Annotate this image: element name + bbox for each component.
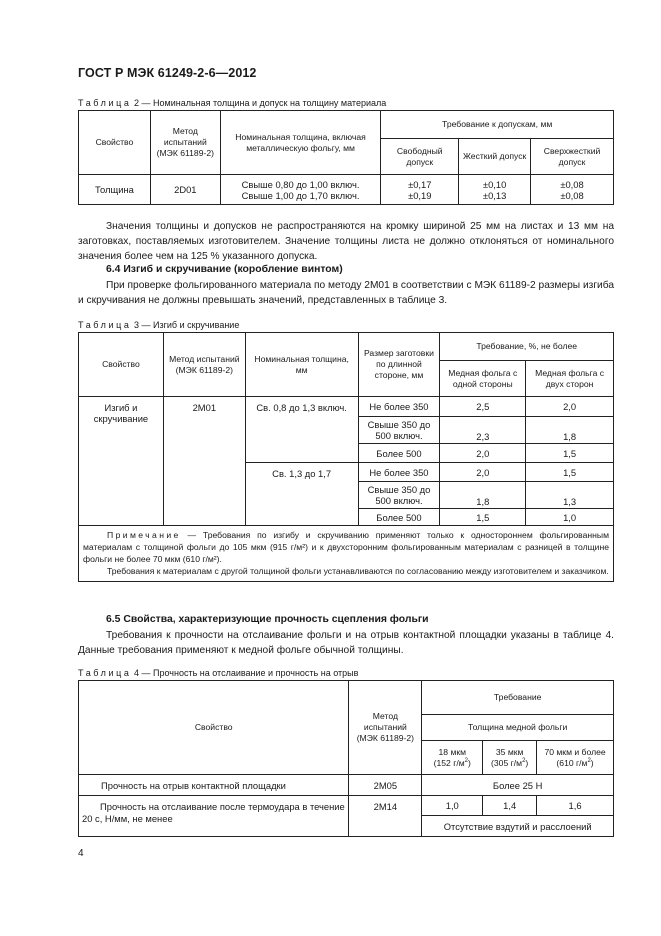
t3-two-sides: 1,5 [526, 463, 614, 482]
t4-35-sub: (305 г/м [491, 757, 523, 768]
t3-method: 2М01 [163, 397, 245, 526]
caption-word: Таблица [78, 668, 132, 678]
t3-nominal-2: Св. 1,3 до 1,7 [245, 463, 358, 526]
t3-one-side: 1,5 [440, 509, 526, 526]
t4-70-label: 70 мкм и более [544, 746, 606, 757]
t3-one-side: 2,5 [440, 397, 526, 417]
table-4 [78, 680, 614, 837]
note-text: — Требования по изгибу и скручиванию применяют только к одностороннем фольгированным материалам с толщиной фольги до 105 мкм (915 г/м²) и к двухсторонним фольгированным материалам с разницей в толщине фольги не более 70 мкм (610 г/м²). [83, 530, 609, 564]
section-6-5-heading: 6.5 Свойства, характеризующие прочность сцепления фольги [106, 614, 429, 625]
t4-r2-35: 1,4 [483, 796, 537, 816]
t4-header-70 [537, 741, 614, 775]
t4-header-thickness: Толщина медной фольги [422, 715, 614, 741]
table-3-caption [78, 320, 239, 330]
t4-18-close: ) [468, 757, 471, 768]
t4-70-sq: 2 [587, 757, 591, 764]
t2-property: Толщина [79, 175, 151, 205]
t2-header-hard: Жесткий допуск [459, 139, 531, 175]
t4-header-35 [483, 741, 537, 775]
t4-35-sq: 2 [522, 757, 526, 764]
t2-free-2: ±0,19 [408, 189, 432, 201]
t4-18-sub: (152 г/м [433, 757, 465, 768]
section-6-4-heading: 6.4 Изгиб и скручивание (коробление винтом) [106, 264, 343, 275]
t2-method: 2D01 [150, 175, 220, 205]
t2-super-2: ±0,08 [560, 189, 584, 201]
t4-header-property: Свойство [79, 681, 349, 775]
t3-two-sides: 1,3 [526, 482, 614, 509]
t2-header-super: Сверхжесткий допуск [531, 139, 614, 175]
t3-one-side: 1,8 [440, 482, 526, 509]
t3-two-sides: 2,0 [526, 397, 614, 417]
t4-header-requirement: Требование [422, 681, 614, 715]
caption-text: 4 — Прочность на отслаивание и прочность на отрыв [131, 668, 359, 678]
t3-two-sides: 1,5 [526, 444, 614, 463]
paragraph-adhesion: Требования к прочности на отслаивание фольги и на отрыв контактной площадки указаны в таблице 4. Данные требования применяют к медной фольге обычной толщины. [78, 630, 614, 656]
t3-header-size: Размер заготовки по длинной стороне, мм [358, 333, 440, 397]
t2-header-method: Метод испытаний (МЭК 61189-2) [150, 111, 220, 175]
paragraph-bend-twist: При проверке фольгированного материала по методу 2М01 в соответствии с МЭК 61189-2 размеры изгиба и скручивания не должны превышать значений, представленных в таблице 3. [78, 280, 614, 306]
paragraph-thickness-note: Значения толщины и допусков не распространяются на кромку шириной 25 мм на листах и 13 мм на заготовках, поставляемых изготовителем. Значение толщины листа не должно отклоняться от номинального значения более чем на 125 % указанного допуска. [78, 221, 614, 262]
t3-nominal-1: Св. 0,8 до 1,3 включ. [245, 397, 358, 463]
t3-header-property: Свойство [79, 333, 164, 397]
table-note-row [79, 526, 614, 582]
t3-header-nominal: Номинальная толщина, мм [245, 333, 358, 397]
t3-one-side: 2,3 [440, 417, 526, 444]
table-row [79, 175, 614, 205]
t4-18-label: 18 мкм [438, 746, 467, 757]
note-word: Примечание [107, 530, 181, 540]
t4-70-close: ) [590, 757, 594, 768]
t3-header-two-sides: Медная фольга с двух сторон [526, 361, 614, 397]
table-4-caption [78, 668, 358, 678]
caption-word: Таблица [78, 320, 132, 330]
t3-size: Свыше 350 до 500 включ. [358, 482, 440, 509]
t3-note-1 [83, 529, 609, 565]
t4-r1-method: 2М05 [349, 775, 422, 796]
table-row [79, 796, 614, 816]
standard-header: ГОСТ Р МЭК 61249-2-6—2012 [78, 66, 257, 80]
t2-hard-1: ±0,10 [482, 178, 507, 190]
t3-two-sides: 1,8 [526, 417, 614, 444]
table-row [79, 397, 614, 417]
t2-nominal-1: Свыше 0,80 до 1,00 включ. [241, 178, 360, 190]
t2-header-property: Свойство [79, 111, 151, 175]
t3-header-method: Метод испытаний (МЭК 61189-2) [163, 333, 245, 397]
t2-header-requirement: Требование к допускам, мм [381, 111, 614, 139]
table-2-caption [78, 98, 386, 108]
t4-header-18 [422, 741, 483, 775]
table-3 [78, 332, 614, 582]
t3-size: Более 500 [358, 444, 440, 463]
t3-size: Не более 350 [358, 463, 440, 482]
t3-size: Свыше 350 до 500 включ. [358, 417, 440, 444]
t4-header-method: Метод испытаний (МЭК 61189-2) [349, 681, 422, 775]
t4-r1-property: Прочность на отрыв контактной площадки [79, 775, 349, 796]
t4-r1-value: Более 25 Н [422, 775, 614, 796]
caption-text: 2 — Номинальная толщина и допуск на толщину материала [131, 98, 387, 108]
t3-one-side: 2,0 [440, 444, 526, 463]
t4-r2-property: Прочность на отслаивание после термоудара в течение 20 с, Н/мм, не менее [79, 796, 349, 837]
t4-35-close: ) [525, 757, 529, 768]
t3-size: Более 500 [358, 509, 440, 526]
caption-text: 3 — Изгиб и скручивание [131, 320, 240, 330]
t2-super-1: ±0,08 [560, 178, 584, 190]
t4-18-sq: 2 [464, 757, 469, 764]
t2-nominal-2: Свыше 1,00 до 1,70 включ. [241, 189, 360, 201]
table-2 [78, 110, 614, 205]
t3-two-sides: 1,0 [526, 509, 614, 526]
t2-header-free: Свободный допуск [381, 139, 459, 175]
t2-hard-2: ±0,13 [482, 189, 507, 201]
t2-free-1: ±0,17 [408, 178, 432, 190]
caption-word: Таблица [78, 98, 132, 108]
t3-header-one-side: Медная фольга с одной стороны [440, 361, 526, 397]
t4-35-label: 35 мкм [495, 746, 524, 757]
t2-header-nominal: Номинальная толщина, включая металлическую фольгу, мм [220, 111, 381, 175]
t3-one-side: 2,0 [440, 463, 526, 482]
table-row [79, 775, 614, 796]
t3-note-2: Требования к материалам с другой толщиной фольги устанавливаются по согласованию между изготовителем и заказчиком. [107, 566, 609, 576]
t4-70-sub: (610 г/м [556, 757, 588, 768]
t4-r2-extra: Отсутствие вздутий и расслоений [422, 816, 614, 837]
t3-header-requirement: Требование, %, не более [440, 333, 614, 361]
t4-r2-18: 1,0 [422, 796, 483, 816]
t4-r2-70: 1,6 [537, 796, 614, 816]
t3-size: Не более 350 [358, 397, 440, 417]
t3-property: Изгиб и скручивание [79, 397, 164, 526]
t4-r2-method: 2М14 [349, 796, 422, 837]
page-number: 4 [78, 848, 84, 859]
